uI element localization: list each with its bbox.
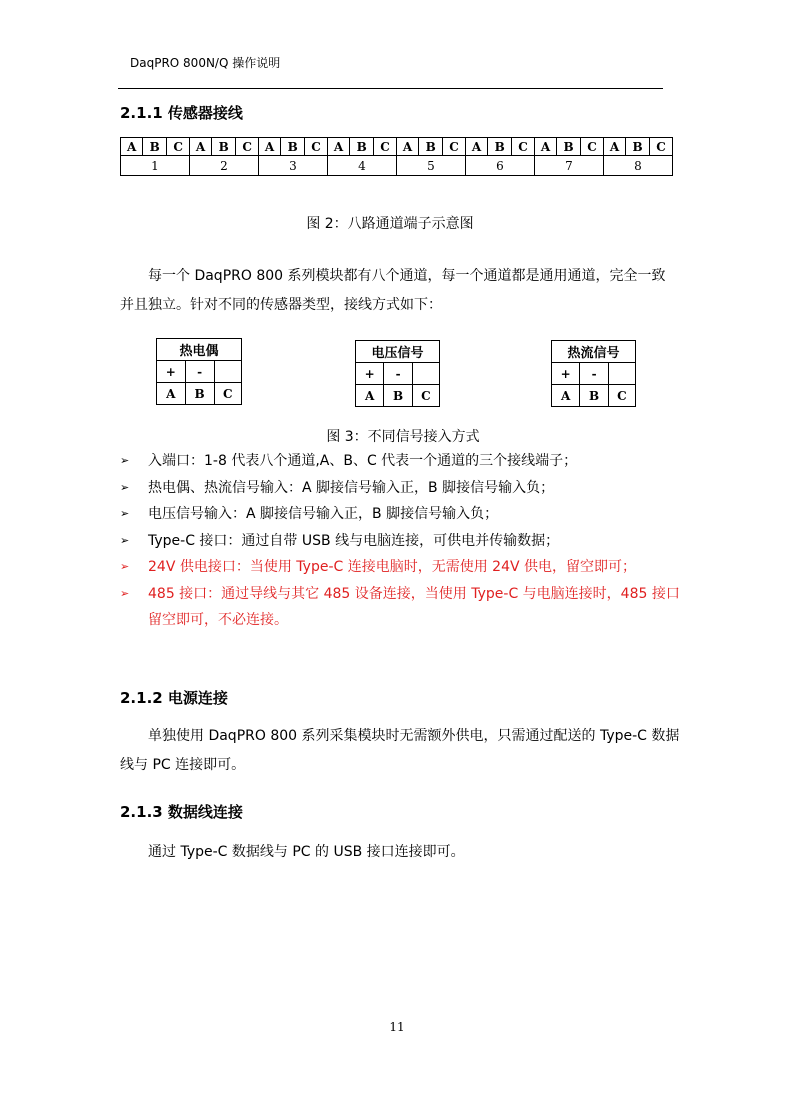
terminal-b: B (580, 385, 609, 407)
list-item (120, 448, 680, 475)
arrow-bullet-icon: ➢ (120, 480, 130, 494)
terminal-cell: A (465, 138, 487, 156)
terminal-cell: A (189, 138, 211, 156)
terminal-cell: C (581, 138, 604, 156)
arrow-bullet-icon: ➢ (120, 507, 130, 520)
terminal-cell: B (488, 138, 512, 156)
terminal-cell: C (374, 138, 397, 156)
terminal-cell: A (327, 138, 349, 156)
minus-terminal: - (384, 363, 413, 385)
terminal-cell: A (258, 138, 280, 156)
bullet-text: 24V 供电接口：当使用 Type-C 连接电脑时，无需使用 24V 供电，留空即可； (148, 559, 637, 575)
intro-line-1: 每一个 DaqPRO 800 系列模块都有八个通道，每一个通道都是通用通道，完全一致 (148, 268, 666, 284)
terminal-a: A (157, 383, 186, 405)
plus-terminal: + (552, 363, 580, 385)
channel-number-cell: 5 (396, 156, 465, 176)
terminal-cell: C (650, 138, 673, 156)
data-cable-line: 通过 Type-C 数据线与 PC 的 USB 接口连接即可。 (148, 844, 465, 860)
terminal-a: A (356, 385, 384, 407)
list-item-warning (120, 581, 680, 634)
bullet-text-continued: 留空即可，不必连接。 (148, 612, 288, 628)
section-heading-2-1-3: 2.1.3 数据线连接 (120, 803, 243, 821)
list-item-warning (120, 554, 680, 581)
section-heading-2-1-1: 2.1.1 传感器接线 (120, 104, 243, 122)
empty-cell (608, 363, 635, 385)
bullet-text: Type-C 接口：通过自带 USB 线与电脑连接，可供电并传输数据； (148, 532, 560, 549)
channel-number-cell: 1 (121, 156, 190, 176)
thermocouple-wiring-box (156, 338, 242, 405)
figure-3-caption: 图 3：不同信号接入方式 (326, 429, 480, 445)
minus-terminal: - (185, 361, 214, 383)
channel-number-cell: 2 (189, 156, 258, 176)
figure-2-caption: 图 2：八路通道端子示意图 (306, 216, 474, 232)
arrow-bullet-icon: ➢ (120, 533, 130, 547)
terminal-cell: B (212, 138, 236, 156)
channel-numbers-row (121, 156, 673, 176)
terminal-cell: B (350, 138, 374, 156)
arrow-bullet-icon: ➢ (120, 586, 130, 600)
terminal-cell: A (396, 138, 418, 156)
channel-number-cell: 4 (327, 156, 396, 176)
channel-number-cell: 3 (258, 156, 327, 176)
terminal-b: B (185, 383, 214, 405)
terminal-a: A (552, 385, 580, 407)
bullet-text: 电压信号输入：A 脚接信号输入正，B 脚接信号输入负； (148, 506, 499, 522)
list-item (120, 475, 680, 502)
empty-cell (412, 363, 439, 385)
bullet-text: 热电偶、热流信号输入：A 脚接信号输入正，B 脚接信号输入负； (148, 479, 555, 496)
terminal-cell: B (557, 138, 581, 156)
power-line-1: 单独使用 DaqPRO 800 系列采集模块时无需额外供电，只需通过配送的 Type-C 数据 (148, 728, 680, 744)
minus-terminal: - (580, 363, 609, 385)
terminal-cell: B (143, 138, 167, 156)
terminal-cell: A (534, 138, 556, 156)
arrow-bullet-icon: ➢ (120, 560, 130, 573)
plus-terminal: + (157, 361, 186, 383)
section-heading-2-1-2: 2.1.2 电源连接 (120, 689, 228, 707)
terminal-cell: C (236, 138, 259, 156)
empty-cell (214, 361, 241, 383)
terminal-cell: C (512, 138, 535, 156)
list-item (120, 528, 680, 555)
power-line-2: 线与 PC 连接即可。 (120, 757, 246, 773)
channel-number-cell: 8 (603, 156, 672, 176)
terminal-c: C (214, 383, 241, 405)
terminal-cell: B (419, 138, 443, 156)
terminal-cell: A (603, 138, 625, 156)
channel-terminal-table (120, 137, 673, 176)
plus-terminal: + (356, 363, 384, 385)
channel-number-cell: 7 (534, 156, 603, 176)
terminal-cell: C (167, 138, 190, 156)
voltage-wiring-box (355, 340, 440, 407)
terminal-cell: C (305, 138, 328, 156)
channel-number-cell: 6 (465, 156, 534, 176)
box-title: 热流信号 (552, 341, 636, 363)
box-title: 热电偶 (157, 339, 242, 361)
terminal-c: C (412, 385, 439, 407)
box-title: 电压信号 (356, 341, 440, 363)
page-number: 11 (389, 1020, 405, 1034)
bullet-list (120, 448, 680, 634)
list-item (120, 501, 680, 528)
bullet-text: 入端口：1-8 代表八个通道,A、B、C 代表一个通道的三个接线端子； (148, 453, 578, 469)
terminal-cell: B (281, 138, 305, 156)
terminal-letters-row (121, 138, 673, 156)
page-header: DaqPRO 800N/Q 操作说明 (130, 56, 281, 70)
header-divider (118, 88, 663, 89)
bullet-text: 485 接口：通过导线与其它 485 设备连接，当使用 Type-C 与电脑连接时，485 接口 (148, 585, 680, 602)
terminal-cell: C (443, 138, 466, 156)
terminal-cell: A (121, 138, 143, 156)
heat-flux-wiring-box (551, 340, 636, 407)
terminal-cell: B (626, 138, 650, 156)
arrow-bullet-icon: ➢ (120, 454, 130, 467)
intro-line-2: 并且独立。针对不同的传感器类型，接线方式如下： (120, 297, 442, 313)
terminal-b: B (384, 385, 413, 407)
terminal-c: C (608, 385, 635, 407)
